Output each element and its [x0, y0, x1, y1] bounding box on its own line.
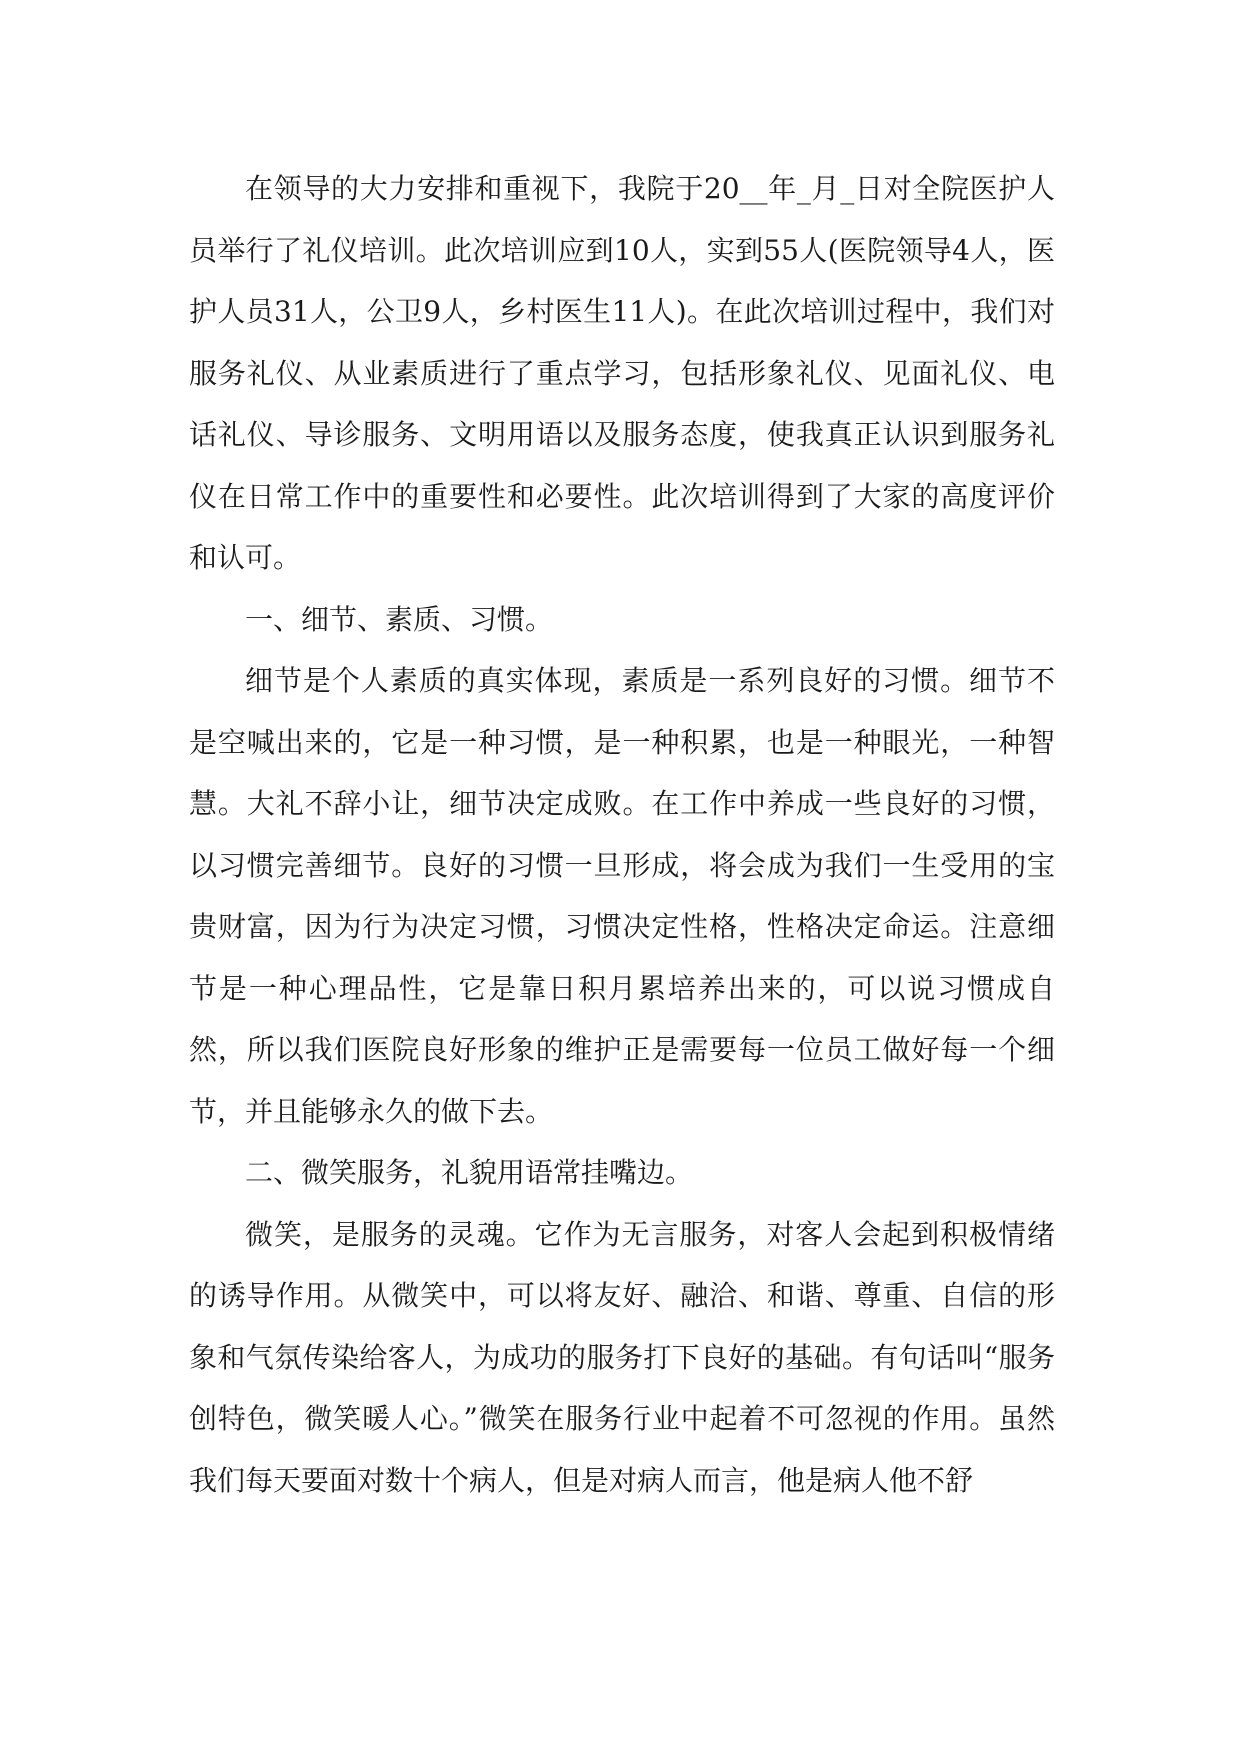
paragraph-section-1: 细节是个人素质的真实体现，素质是一系列良好的习惯。细节不是空喊出来的，它是一种习惯，是一种积累，也是一种眼光，一种智慧。大礼不辞小让，细节决定成败。在工作中养成一些良好的习惯，以习惯完善细节。良好的习惯一旦形成，将会成为我们一生受用的宝贵财富，因为行为决定习惯，习惯决定性格，性格决定命运。注意细节是一种心理品性，它是靠日积月累培养出来的，可以说习惯成自然，所以我们医院良好形象的维护正是需要每一位员工做好每一个细节，并且能够永久的做下去。	[189, 664, 1055, 1128]
heading-section-1: 一、细节、素质、习惯。	[245, 602, 554, 636]
paragraph-intro: 在领导的大力安排和重视下，我院于20__年_月_日对全院医护人员举行了礼仪培训。此次培训应到10人，实到55人(医院领导4人，医护人员31人，公卫9人，乡村医生11人)。在此次培训过程中，我们对服务礼仪、从业素质进行了重点学习，包括形象礼仪、见面礼仪、电话礼仪、导诊服务、文明用语以及服务态度，使我真正认识到服务礼仪在日常工作中的重要性和必要性。此次培训得到了大家的高度评价和认可。	[189, 172, 1055, 574]
heading-section-2: 二、微笑服务，礼貌用语常挂嘴边。	[245, 1156, 694, 1189]
paragraph-section-2: 微笑，是服务的灵魂。它作为无言服务，对客人会起到积极情绪的诱导作用。从微笑中，可以将友好、融洽、和谐、尊重、自信的形象和气氛传染给客人，为成功的服务打下良好的基础。有句话叫“服务创特色，微笑暖人心。”微笑在服务行业中起着不可忽视的作用。虽然我们每天要面对数十个病人，但是对病人而言，他是病人他不舒	[189, 1217, 1055, 1497]
document-body	[189, 158, 1055, 1511]
